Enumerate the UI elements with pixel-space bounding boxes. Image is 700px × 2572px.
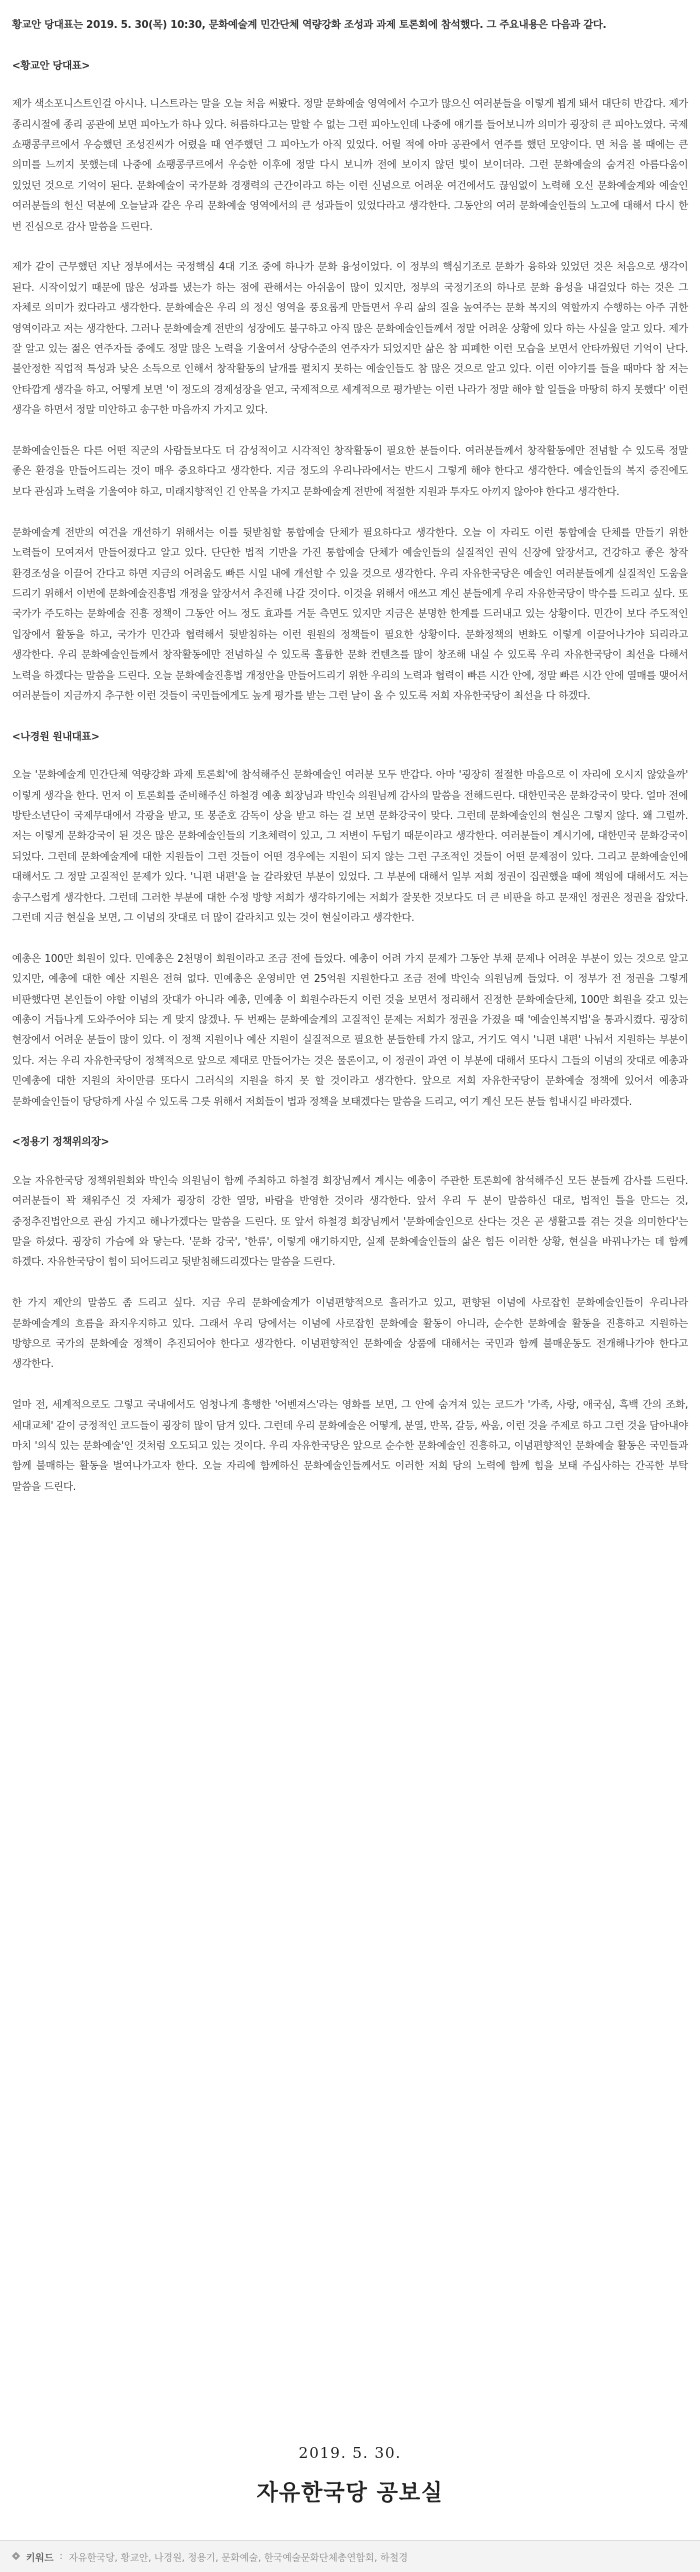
paragraph: 오늘 '문화예술계 민간단체 역량강화 과제 토론회'에 참석해주신 문화예술인 여러분 모두 반갑다. 아마 '굉장히 절절한 마음으로 이 자리에 오시지 않았을까' 이렇게 생각을 한다. 먼저 이 토론회를 준비해주신 하철경 예총 회장님과 박인숙 의원님께 감사의 말씀을 전해드린다. 대한민국은 문화강국이 맞다. 얼마 전에 방탄소년단이 국제무대에서 각광을 받고, 또 봉준호 감독이 상을 받고 하는 걸 보면 문화강국이 맞다. 그런데 문화예술인의 현실은 그렇지 않다. 왜 그럴까. 저는 이렇게 문화강국이 된 것은 많은 문화예술인들의 기초체력이 있고, 그 저변이 두텁기 때문이라고 생각한다. 여러분들이 계시기에, 대한민국 문화강국이 되었다. 그런데 문화예술계에 대한 지원들이 그런 것들이 어떤 경우에는 지원이 되지 않는 그런 구조적인 것들이 어떤 문제점이 있다. 그리고 문화예술인에 대해서도 그 정말 고질적인 문제가 있다. '니편 내편'을 늘 갈라왔던 부분이 있었다. 그 부분에 대해서 일부 저희 정권이 집권했을 때에 책임에 대해서도 저는 송구스럽게 생각한다. 그런데 그러한 부분에 대한 수정 방향 저희가 생각하기에는 저희가 잘못한 것보다도 더 큰 비판을 하고 문재인 정권은 정권을 잡았다. 그런데 지금 현실을 보면, 그 이념의 잣대로 더 많이 갈라치고 있는 것이 현실이라고 생각한다. bbox=[12, 770, 688, 924]
section-title: <정용기 정책위의장> bbox=[12, 1137, 110, 1149]
keyword-list[interactable]: 자유한국당, 황교안, 나경원, 정용기, 문화예술, 한국예술문화단체총연합회, 하철경 bbox=[68, 2552, 408, 2564]
keyword-separator: : bbox=[59, 2551, 63, 2562]
paragraph: 문화예술계 전반의 여건을 개선하기 위해서는 이를 뒷받침할 통합예술 단체가 필요하다고 생각한다. 오늘 이 자리도 이런 통합예술 단체를 만들기 위한 노력들이 모여져서 만들어졌다고 알고 있다. 단단한 법적 기반을 가진 통합예술 단체가 예술인들의 실질적인 권익 신장에 앞장서고, 건강하고 좋은 창작 환경조성을 이끌어 간다고 하면 지금의 어려움도 빠른 시일 내에 개선할 수 있을 것으로 생각한다. 우리 자유한국당은 예술인 여러분들에게 실질적인 도움을 드리기 위해서 이번에 문화예술진흥법 개정을 앞장서서 추진해 나갈 것이다. 이것을 위해서 애쓰고 계신 분들에게 우리 자유한국당이 박수를 드리고 싶다. 또 국가가 주도하는 문화예술 진흥 정책이 그동안 어느 정도 효과를 거둔 측면도 있지만 지금은 분명한 한계를 드러내고 있는 상황이다. 민간이 보다 주도적인 입장에서 활동을 하고, 국가가 민간과 협력해서 뒷받침하는 이런 원원의 정책들이 필요한 상황이다. 문화정책의 변화도 이렇게 이끌어나가야 되리라고 생각한다. 우리 문화예술인들께서 창작활동에만 전념하실 수 있도록 훌륭한 문화 컨텐츠를 많이 창조해 내실 수 있도록 우리 자유한국당이 최선을 다해서 노력을 하겠다는 말씀을 드린다. 오늘 문화예술진흥법 개정안을 만들어드리기 위한 우리의 노력과 협력이 빠른 시간 안에, 정말 빠른 시간 안에 열매를 맺어서 여러분들이 지금까지 추구한 이런 것들이 국민들에게도 높게 평가를 받는 그런 날이 올 수 있도록 저희 자유한국당이 최선을 다 하겠다. bbox=[12, 527, 688, 702]
issuing-office: 자유한국당 공보실 bbox=[256, 2481, 444, 2506]
section-jung bbox=[12, 1133, 688, 1498]
release-date: 2019. 5. 30. bbox=[298, 2444, 402, 2462]
keyword-label: 키워드 bbox=[26, 2552, 54, 2564]
paragraph: 오늘 자유한국당 정책위원회와 박인숙 의원님이 함께 주최하고 하철경 회장님께서 계시는 예총이 주관한 토론회에 참석해주신 모든 분들께 감사를 드린다. 여러분들이 꽉 채워주신 것 자체가 굉장히 강한 열망, 바람을 반영한 것이라 생각한다. 앞서 우리 두 분이 말씀하신 대로, 법적인 틀을 만드는 것, 중정추진법안으로 관심 가지고 해나가겠다는 말씀을 드린다. 또 앞서 하철경 회장님께서 '문화예술인으로 산다는 것은 곧 생활고를 겪는 것을 의미한다'는 말을 하셨다. 굉장히 가슴에 와 닿는다. '문화 강국', '한류', 이렇게 얘기하지만, 실제 문화예술인들의 삶은 힘든 이러한 상황, 현실을 바꿔나가는 데 함께 하겠다. 자유한국당이 힘이 되어드리고 뒷받침해드리겠다는 말씀을 드린다. bbox=[12, 1175, 688, 1269]
keyword-bar bbox=[0, 2540, 700, 2572]
paragraph: 제가 같이 근무했던 지난 정부에서는 국정핵심 4대 기조 중에 하나가 문화 융성이었다. 이 정부의 핵심기조로 문화가 융하와 있었던 것은 처음으로 생각이 된다. 시작이었기 때문에 많은 성과를 냈는가 하는 점에 관해서는 아쉬움이 많이 있지만, 정부의 국정기조의 하나로 문화 융성을 내걸었다 하는 것은 그 자체로 의미가 컸다라고 생각한다. 문화예술은 우리 의 정신 영역을 풍요롭게 만들면서 우리 삶의 질을 높여주는 문화 복지의 역할까지 수행하는 아주 귀한 영역이라고 저는 생각한다. 그러나 문화예술계 전반의 성장에도 불구하고 아직 많은 문화예술인들께서 정말 어려운 상황에 있다 하는 사실을 알고 있다. 제가 잘 알고 있는 젊은 연주자들 중에도 정말 많은 노력을 기울여서 상당수준의 연주자가 되었지만 삶은 참 피폐한 이런 모습을 보면서 안타까웠던 기억이 난다. 불안정한 직업적 특성과 낮은 소득으로 인해서 창작활동의 날개를 펼치지 못하는 예술인들도 참 많은 것으로 알고 있다. 이런 이야기를 들을 때마다 참 저는 안타깝게 생각을 하고, 어떻게 보면 '이 정도의 경제성장을 얻고, 국제적으로 세계적으로 평가받는 이런 나라가 정말 해야 할 일들을 마땅히 하지 못했다' 이런 생각을 하면서 정말 미안하고 송구한 마음까지 가지고 있다. bbox=[12, 262, 688, 417]
section-title: <황교안 당대표> bbox=[12, 60, 90, 72]
paragraph: 문화예술인들은 다른 어떤 직군의 사람들보다도 더 감성적이고 시각적인 창작활동이 필요한 분들이다. 여러분들께서 창작활동에만 전념할 수 있도록 정말 좋은 환경을 만들어드리는 것이 매우 중요하다고 생각한다. 지금 정도의 우리나라에서는 반드시 그렇게 해야 한다고 생각한다. 예술인들의 복지 증진에도 보다 관심과 노력을 기울여야 하고, 미래지향적인 긴 안목을 가지고 문화예술계 전반에 적절한 지원과 투자도 아끼지 않아야 한다고 생각한다. bbox=[12, 446, 688, 498]
paragraph: 한 가지 제안의 말씀도 좀 드리고 싶다. 지금 우리 문화예술계가 이념편향적으로 흘러가고 있고, 편향된 이념에 사로잡힌 문화예술인들이 우리나라 문화예술계의 흐름을 좌지우지하고 있다. 그래서 우리 당에서는 이념에 사로잡힌 문화예술 활동이 아니라, 순수한 문화예술 활동을 진흥하고 지원하는 방향으로 국가의 문화예술 정책이 추진되어야 한다고 생각한다. 이념편향적인 문화예술 상품에 대해서는 국민과 함께 불매운동도 전개해나가야 한다고 생각한다. bbox=[12, 1298, 688, 1371]
section-hwang bbox=[12, 57, 688, 708]
paragraph: 제가 색소포니스트인걸 아시나. 니스트라는 말을 오늘 처음 써봤다. 정말 문화예술 영역에서 수고가 많으신 여러분들을 이렇게 뵙게 돼서 대단히 반갑다. 제가 종리시절에 종리 공관에 보면 피아노가 하나 있다. 허름하다고는 말할 수 없는 그런 피아노인데 나중에 얘기를 들어보니까 의미가 굉장히 큰 피아노였다. 국제 쇼팽콩쿠르에서 우승했던 조성진씨가 어렸을 때 연주했던 그 피아노가 아직 있었다. 어릴 적에 아마 공관에서 연주를 했던 모양이다. 면 처음 볼 때에는 큰 의미를 느끼지 못했는데 나중에 쇼팽콩쿠르에서 우승한 이후에 정말 다시 보니까 전에 보이지 않던 빛이 보이더라. 그런 문화예술의 숨겨진 아름다움이 있었던 것으로 기억이 된다. 문화예술이 국가문화 경쟁력의 근간이라고 하는 이런 신념으로 어려운 여건에서도 끊임없이 노력해 오신 문화예술계와 예술인 여러분들의 헌신 덕분에 오늘날과 같은 우리 문화예술 영역에서의 큰 성과들이 있었다라고 생각한다. 그동안의 여러 문화예술인들의 노고에 대해서 다시 한 번 진심으로 감사 말씀을 드린다. bbox=[12, 99, 688, 233]
section-title: <나경원 원내대표> bbox=[12, 731, 100, 743]
section-na bbox=[12, 728, 688, 1113]
paragraph: 예총은 100만 회원이 있다. 민예총은 2천명이 회원이라고 조금 전에 들었다. 예총이 어려 가지 문제가 그동안 부채 문제나 어려운 부분이 있는 것으로 알고 있지만, 예총에 대한 예산 지원은 전혀 없다. 민예총은 운영비만 연 25억원 지원한다고 조금 전에 박인숙 의원님께 들었다. 이 정부가 전 정권을 그렇게 비판했다면 본인들이 야할 이념의 잣대가 아니라 예총, 민예총 이 회원수라든지 이런 것을 보면서 정리해서 진정한 문화예술단체, 100만 회원을 갖고 있는 예총이 거듭나게 도와주어야 되는 게 맞지 않겠나. 두 번째는 문화예술계의 고질적인 문제는 저희가 정권을 가졌을 때 '예술인복지법'을 통과시켰다. 굉장히 현장에서 어려운 분들이 많이 있다. 이 정책 지원이나 예산 지원이 실질적으로 필요한 분들한테 가지 않고, 거기도 역시 '니편 내편' 나눠서 지원하는 부분이 있다. 저는 우리 자유한국당이 정책적으로 앞으로 제대로 만들어가는 것은 물론이고, 이 정권이 과연 이 부분에 대해서 또다시 그들의 이념의 잣대로 예총과 민예총에 대한 지원의 차이만큼 또다시 그러식의 지원을 하지 못 할 것이라고 생각한다. 앞으로 저희 자유한국당이 문화예술 정책에 있어서 예총과 문화예술인들이 당당하게 사실 수 있도록 그릇 위해서 저희들이 법과 정책을 보태겠다는 말씀을 드리고, 여기 계신 모든 분들 힘내시길 바라겠다. bbox=[12, 953, 688, 1108]
tag-icon bbox=[12, 2552, 22, 2562]
paragraph: 얼마 전, 세계적으로도 그렇고 국내에서도 엄청나게 흥행한 '어벤져스'라는 영화를 보면, 그 안에 숨겨져 있는 코드가 '가족, 사랑, 애국심, 흑백 간의 조화, 세대교체' 같이 긍정적인 코드들이 굉장히 많이 담겨 있다. 그런데 우리 문화예술은 어떻게, 분열, 반목, 갈등, 싸움, 이런 것을 주제로 하고 그런 것을 담아내야 마치 '의식 있는 문화예술'인 것처럼 오도되고 있는 것이다. 우리 자유한국당은 앞으로 순수한 문화예술인 진흥하고, 이념편향적인 문화예술 활동은 국민들과 함께 불매하는 활동을 벌여나가고자 한다. 오늘 자리에 함께하신 문화예술인들께서도 이러한 저희 당의 노력에 함께 힘을 보태 주십사하는 간곡한 부탁 말씀을 드린다. bbox=[12, 1400, 688, 1493]
intro-text: 황교안 당대표는 2019. 5. 30(목) 10:30, 문화예술계 민간단체 역량강화 조성과 과제 토론회에 참석했다. 그 주요내용은 다음과 같다. bbox=[12, 20, 607, 31]
